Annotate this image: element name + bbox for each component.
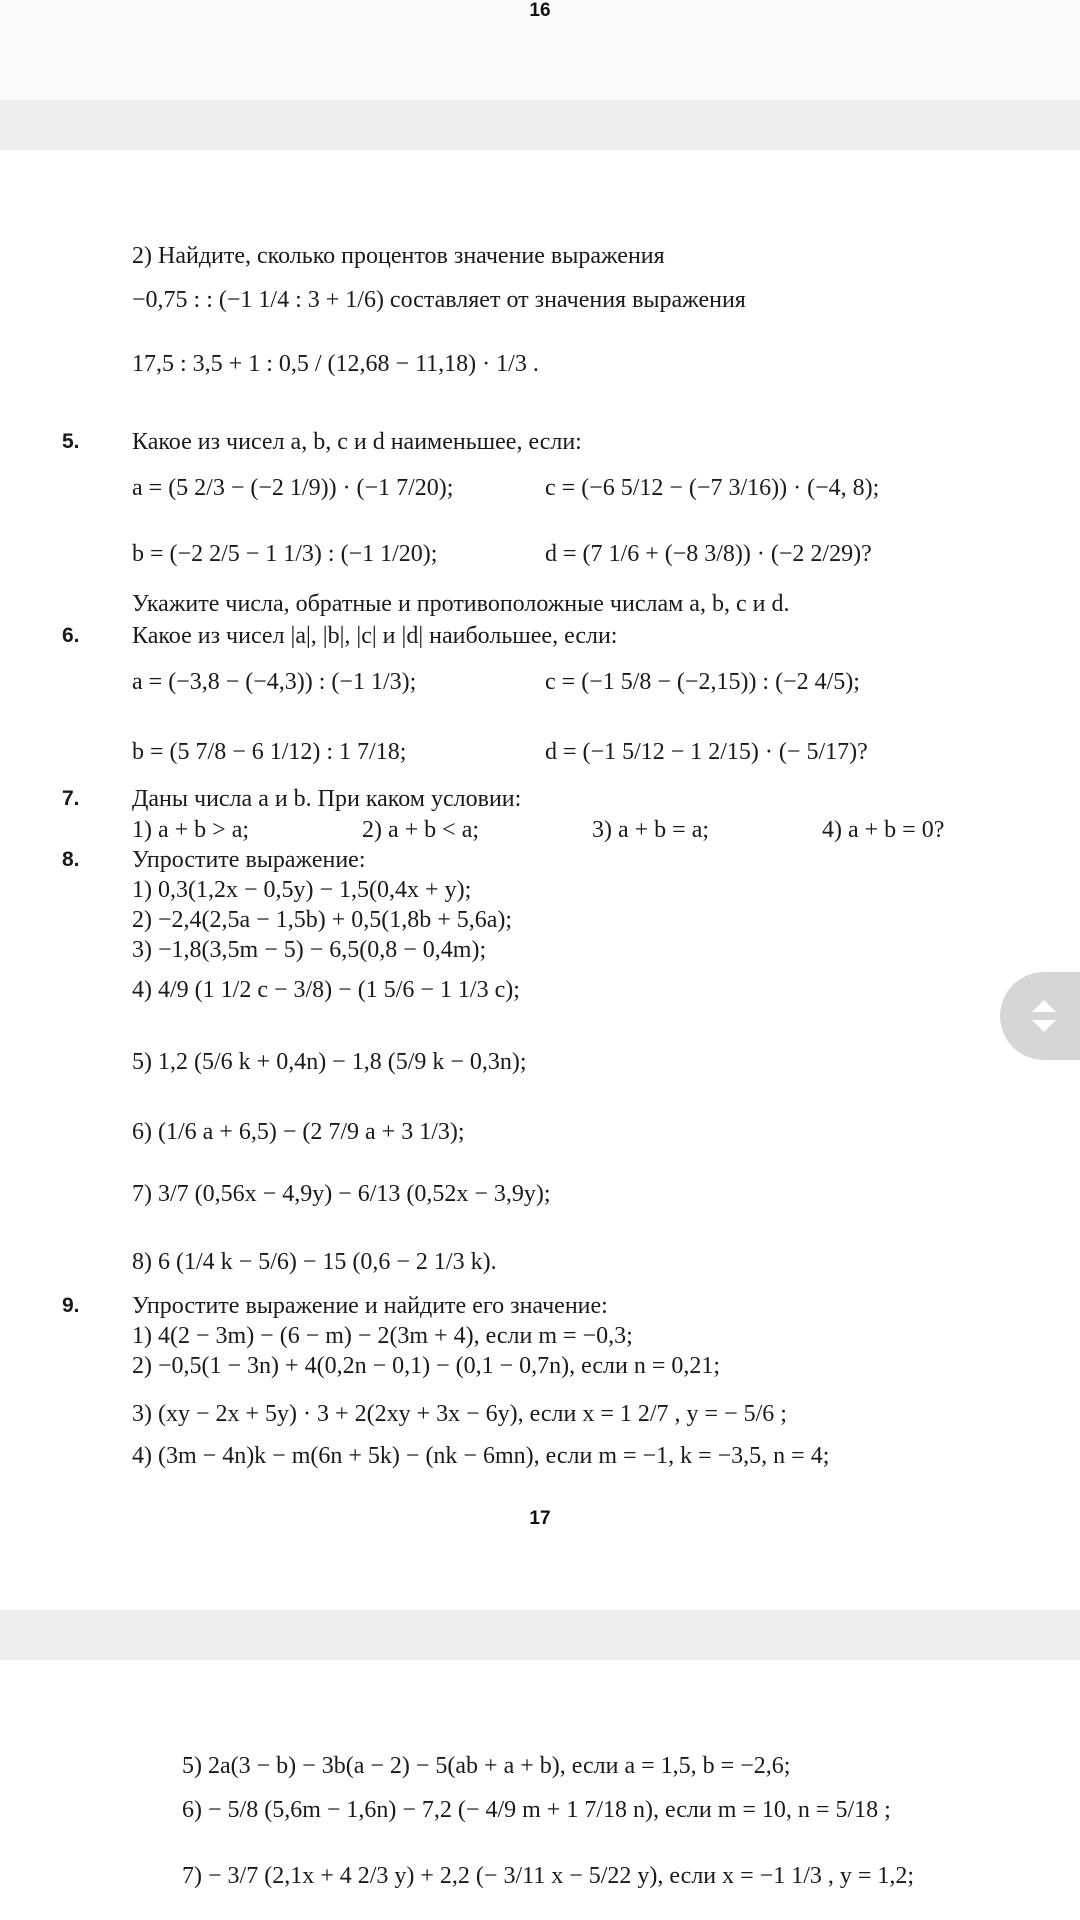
problem-6-c: c = (−1 5/8 − (−2,15)) : (−2 4/5);	[545, 669, 860, 695]
problem-9-item-2: 2) −0,5(1 − 3n) + 4(0,2n − 0,1) − (0,1 − 0,7n), если n = 0,21;	[132, 1353, 721, 1379]
problem-8-item-3: 3) −1,8(3,5m − 5) − 6,5(0,8 − 0,4m);	[132, 937, 487, 963]
problem-8-item-7: 7) 3/7 (0,56x − 4,9y) − 6/13 (0,52x − 3,9y);	[132, 1181, 551, 1207]
problem-8-item-6: 6) (1/6 a + 6,5) − (2 7/9 a + 3 1/3);	[132, 1119, 465, 1145]
problem-4-2-line-2: −0,75 : : (−1 1/4 : 3 + 1/6) составляет от значения выражения	[132, 287, 746, 313]
problem-6-a: a = (−3,8 − (−4,3)) : (−1 1/3);	[132, 669, 417, 695]
next-page-item-6: 6) − 5/8 (5,6m − 1,6n) − 7,2 (− 4/9 m + 1 7/18 n), если m = 10, n = 5/18 ;	[182, 1797, 891, 1823]
problem-7-number: 7.	[62, 787, 80, 810]
problem-4-2-line-1: 2) Найдите, сколько процентов значение выражения	[132, 243, 665, 269]
scroll-arrows-icon	[1022, 994, 1066, 1038]
problem-9-item-1: 1) 4(2 − 3m) − (6 − m) − 2(3m + 4), если m = −0,3;	[132, 1323, 633, 1349]
problem-7-option-1: 1) a + b > a;	[132, 817, 250, 843]
problem-6-d: d = (−1 5/12 − 1 2/15) · (− 5/17)?	[545, 739, 868, 765]
problem-5-d: d = (7 1/6 + (−8 3/8)) · (−2 2/29)?	[545, 541, 872, 567]
problem-5-note: Укажите числа, обратные и противоположные числам a, b, c и d.	[132, 591, 790, 617]
problem-7-option-2: 2) a + b < a;	[362, 817, 480, 843]
scroll-handle[interactable]	[1000, 972, 1080, 1060]
page-number-top: 16	[529, 0, 551, 21]
next-page-item-7: 7) − 3/7 (2,1x + 4 2/3 y) + 2,2 (− 3/11 x − 5/22 y), если x = −1 1/3 , y = 1,2;	[182, 1863, 915, 1889]
problem-5-a: a = (5 2/3 − (−2 1/9)) · (−1 7/20);	[132, 475, 454, 501]
problem-8-question: Упростите выражение:	[132, 847, 366, 873]
page-number-bottom: 17	[529, 1508, 551, 1529]
problem-9-number: 9.	[62, 1294, 80, 1317]
problem-8-item-8: 8) 6 (1/4 k − 5/6) − 15 (0,6 − 2 1/3 k).	[132, 1249, 497, 1275]
problem-8-item-2: 2) −2,4(2,5a − 1,5b) + 0,5(1,8b + 5,6a);	[132, 907, 513, 933]
problem-8-number: 8.	[62, 848, 80, 871]
problem-8-item-4: 4) 4/9 (1 1/2 c − 3/8) − (1 5/6 − 1 1/3 c);	[132, 977, 520, 1003]
problem-6-b: b = (5 7/8 − 6 1/12) : 1 7/18;	[132, 739, 407, 765]
problem-5-c: c = (−6 5/12 − (−7 3/16)) · (−4, 8);	[545, 475, 880, 501]
problem-7-question: Даны числа a и b. При каком условии:	[132, 786, 522, 812]
problem-5-question: Какое из чисел a, b, c и d наименьшее, если:	[132, 429, 582, 455]
problem-6-question: Какое из чисел |a|, |b|, |c| и |d| наибольшее, если:	[132, 623, 618, 649]
page-separator-2	[0, 1610, 1080, 1660]
next-page-item-5: 5) 2a(3 − b) − 3b(a − 2) − 5(ab + a + b), если a = 1,5, b = −2,6;	[182, 1753, 791, 1779]
problem-9-item-3: 3) (xy − 2x + 5y) · 3 + 2(2xy + 3x − 6y), если x = 1 2/7 , y = − 5/6 ;	[132, 1401, 787, 1427]
problem-5-b: b = (−2 2/5 − 1 1/3) : (−1 1/20);	[132, 541, 438, 567]
problem-9-item-4: 4) (3m − 4n)k − m(6n + 5k) − (nk − 6mn), если m = −1, k = −3,5, n = 4;	[132, 1443, 830, 1469]
problem-7-option-3: 3) a + b = a;	[592, 817, 710, 843]
problem-5-number: 5.	[62, 430, 80, 453]
problem-4-2-line-3: 17,5 : 3,5 + 1 : 0,5 / (12,68 − 11,18) · 1/3 .	[132, 351, 539, 377]
problem-6-number: 6.	[62, 624, 80, 647]
problem-8-item-5: 5) 1,2 (5/6 k + 0,4n) − 1,8 (5/9 k − 0,3n);	[132, 1049, 527, 1075]
problem-8-item-1: 1) 0,3(1,2x − 0,5y) − 1,5(0,4x + y);	[132, 877, 472, 903]
problem-7-option-4: 4) a + b = 0?	[822, 817, 945, 843]
page-separator	[0, 100, 1080, 150]
problem-9-question: Упростите выражение и найдите его значение:	[132, 1293, 608, 1319]
